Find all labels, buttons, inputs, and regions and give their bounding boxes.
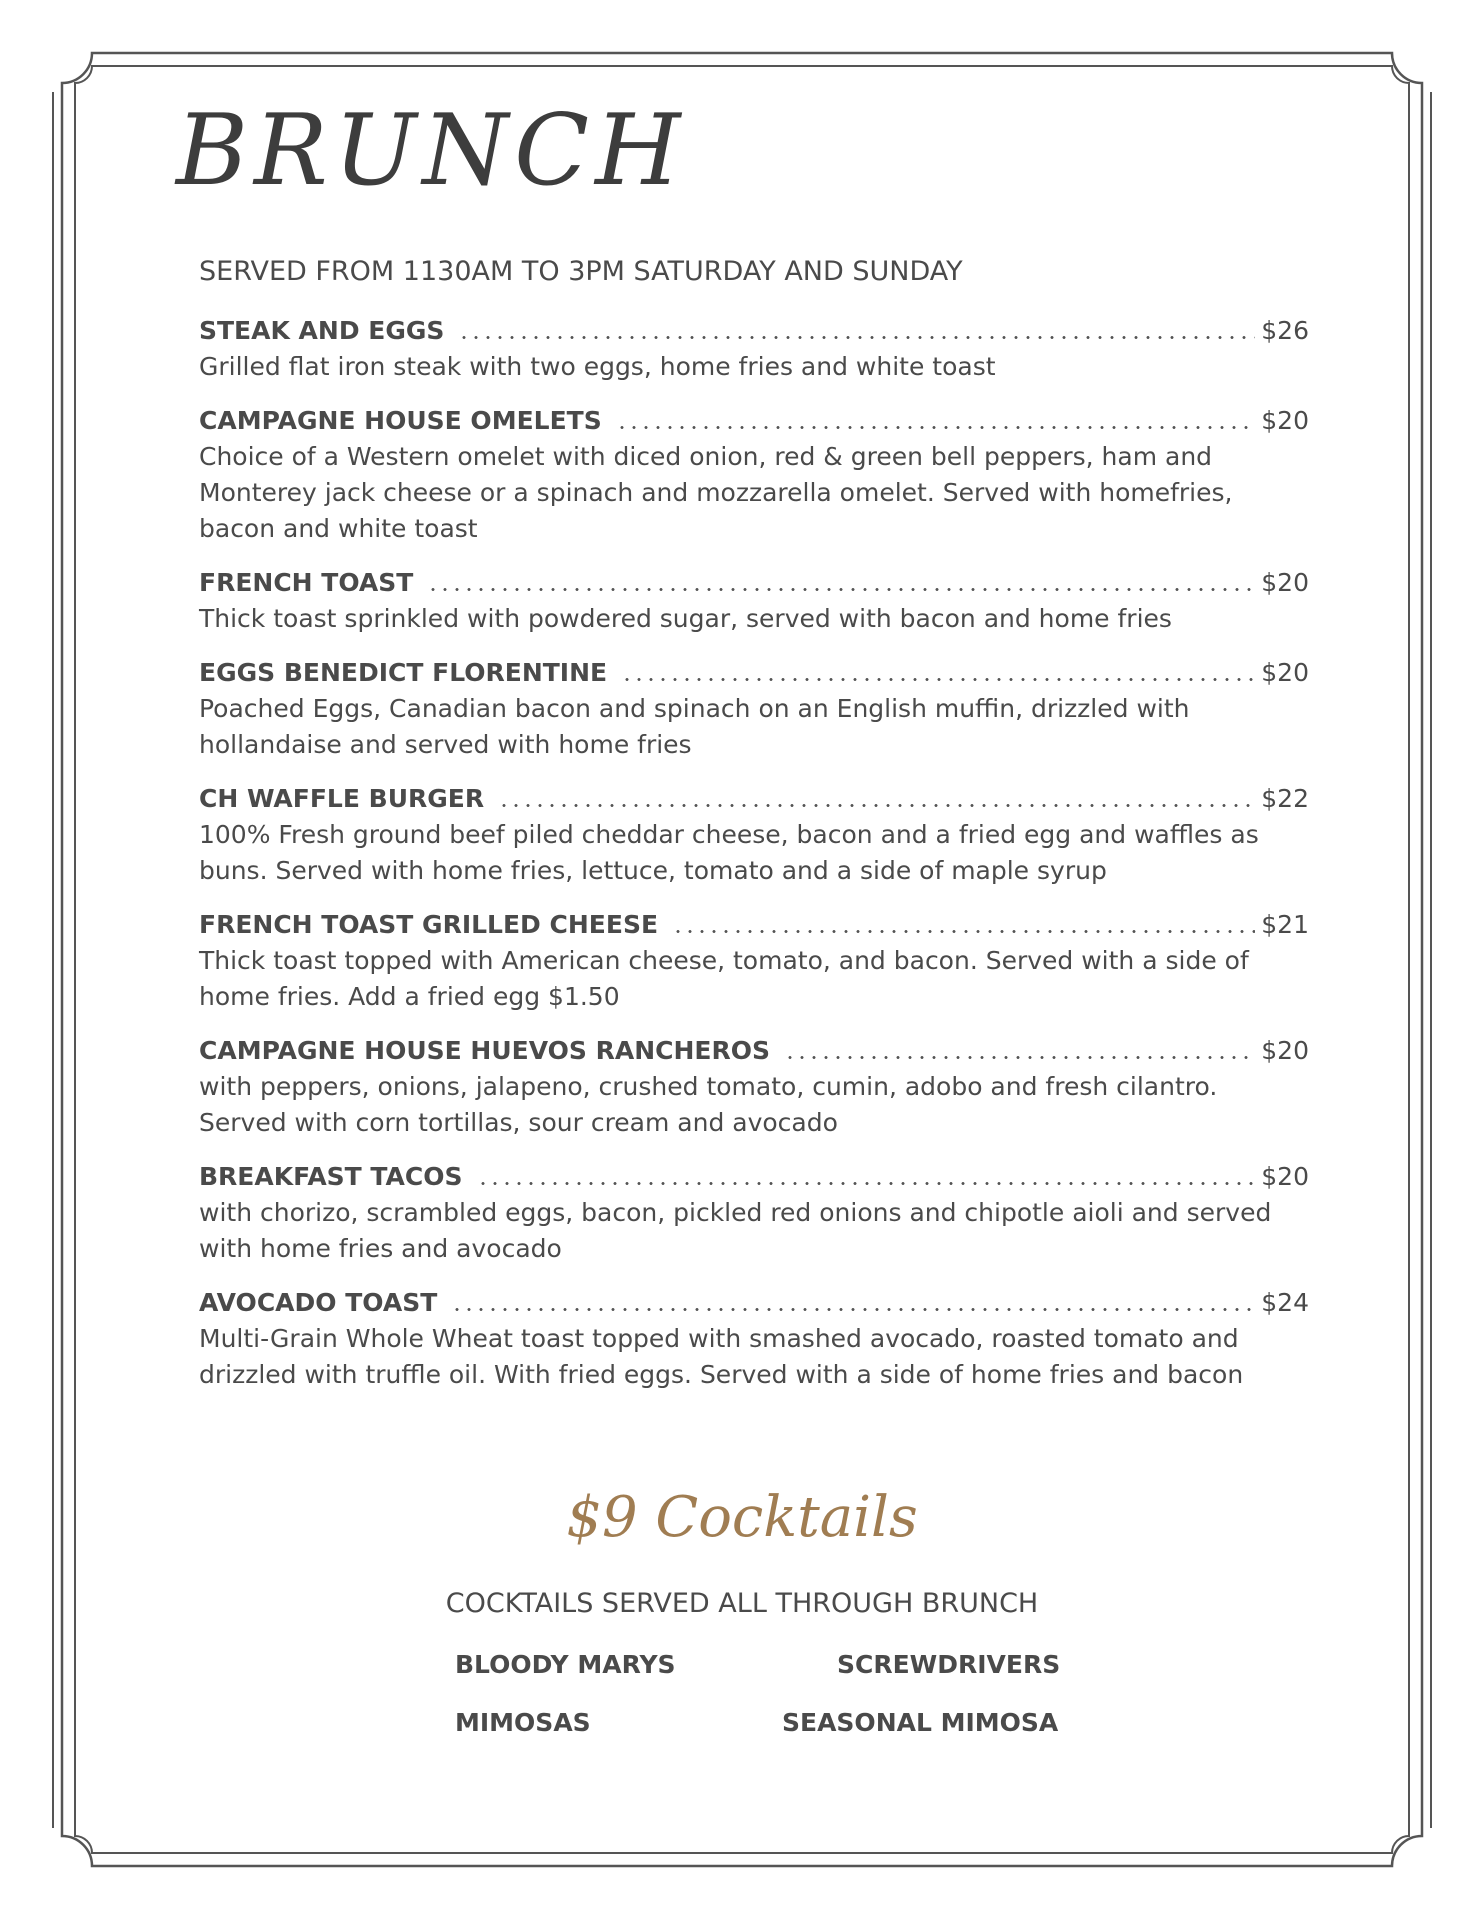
drink-seasonal-mimosa: SEASONAL MIMOSA xyxy=(782,1708,1059,1737)
item-description: Thick toast sprinkled with powdered sugar, served with bacon and home fries xyxy=(199,604,1172,633)
item-description: with chorizo, scrambled eggs, bacon, pickled red onions and chipotle aioli and served with home fries and avocado xyxy=(199,1198,1272,1263)
item-price: $21 xyxy=(1261,910,1309,939)
item-price: $20 xyxy=(1261,406,1309,435)
dot-leader xyxy=(672,930,1255,933)
menu-item xyxy=(199,784,1309,889)
dot-leader xyxy=(427,588,1255,591)
drink-screwdrivers: SCREWDRIVERS xyxy=(837,1650,1061,1679)
dot-leader xyxy=(616,426,1256,429)
item-description: Grilled flat iron steak with two eggs, home fries and white toast xyxy=(199,352,996,381)
drink-bloody-marys: BLOODY MARYS xyxy=(455,1650,676,1679)
menu-item xyxy=(199,568,1309,637)
menu-item xyxy=(199,658,1309,763)
item-price: $26 xyxy=(1261,316,1309,345)
item-description: 100% Fresh ground beef piled cheddar cheese, bacon and a fried egg and waffles as buns. Served with home fries, lettuce, tomato and a side of maple syrup xyxy=(199,820,1259,885)
menu-item xyxy=(199,910,1309,1015)
item-name: CH WAFFLE BURGER xyxy=(199,784,485,813)
dot-leader xyxy=(621,678,1255,681)
cocktails-heading: $9 Cocktails xyxy=(566,1485,918,1550)
cocktails-note: COCKTAILS SERVED ALL THROUGH BRUNCH xyxy=(445,1588,1039,1619)
item-name: AVOCADO TOAST xyxy=(199,1288,438,1317)
item-description: Choice of a Western omelet with diced onion, red & green bell peppers, ham and Monterey jack cheese or a spinach and mozzarella omelet. Served with homefries, bacon and white toast xyxy=(199,442,1233,543)
menu-item xyxy=(199,1036,1309,1141)
dot-leader xyxy=(477,1182,1256,1185)
menu-item xyxy=(199,316,1309,385)
item-price: $22 xyxy=(1261,784,1309,813)
dot-leader xyxy=(451,1308,1255,1311)
item-price: $20 xyxy=(1261,1036,1309,1065)
drink-mimosas: MIMOSAS xyxy=(455,1708,591,1737)
item-name: FRENCH TOAST GRILLED CHEESE xyxy=(199,910,659,939)
item-description: with peppers, onions, jalapeno, crushed tomato, cumin, adobo and fresh cilantro. Served with corn tortillas, sour cream and avocado xyxy=(199,1072,1218,1137)
item-name: CAMPAGNE HOUSE HUEVOS RANCHEROS xyxy=(199,1036,770,1065)
menu-item xyxy=(199,1162,1309,1267)
item-description: Poached Eggs, Canadian bacon and spinach on an English muffin, drizzled with hollandaise and served with home fries xyxy=(199,694,1190,759)
item-description: Multi-Grain Whole Wheat toast topped with smashed avocado, roasted tomato and drizzled with truffle oil. With fried eggs. Served with a side of home fries and bacon xyxy=(199,1324,1244,1389)
dot-leader xyxy=(498,804,1255,807)
item-name: STEAK AND EGGS xyxy=(199,316,445,345)
menu-item xyxy=(199,406,1309,547)
item-price: $20 xyxy=(1261,1162,1309,1191)
menu-item xyxy=(199,1288,1309,1393)
item-price: $24 xyxy=(1261,1288,1309,1317)
item-description: Thick toast topped with American cheese, tomato, and bacon. Served with a side of home fries. Add a fried egg $1.50 xyxy=(199,946,1249,1011)
item-name: EGGS BENEDICT FLORENTINE xyxy=(199,658,608,687)
item-price: $20 xyxy=(1261,658,1309,687)
menu-title: BRUNCH xyxy=(176,94,687,208)
item-name: BREAKFAST TACOS xyxy=(199,1162,463,1191)
item-name: CAMPAGNE HOUSE OMELETS xyxy=(199,406,602,435)
item-name: FRENCH TOAST xyxy=(199,568,414,597)
item-price: $20 xyxy=(1261,568,1309,597)
dot-leader xyxy=(458,336,1255,339)
served-hours: SERVED FROM 1130AM TO 3PM SATURDAY AND SUNDAY xyxy=(199,256,963,287)
dot-leader xyxy=(784,1056,1255,1059)
brunch-menu-list xyxy=(199,316,1309,1414)
